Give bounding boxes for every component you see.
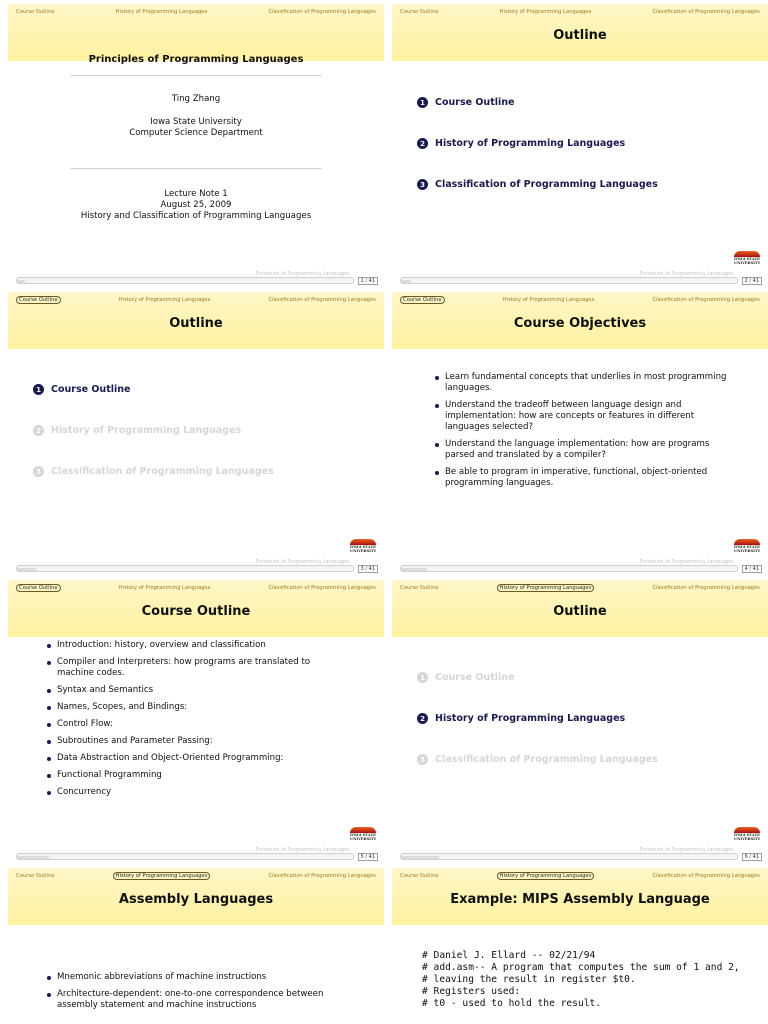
nav-course-outline[interactable]: Course Outline [400, 9, 439, 15]
institution: Iowa State University [150, 117, 242, 127]
list-item: Introduction: history, overview and classification [46, 640, 346, 651]
outline-label: History of Programming Languages [435, 713, 626, 724]
list-item: Functional Programming [46, 770, 346, 781]
nav-classification[interactable]: Classification of Programming Languages [268, 585, 376, 591]
footer-title: Principles of Programming Languages [639, 559, 734, 565]
outline-label: Course Outline [435, 97, 515, 108]
number-badge: 3 [33, 466, 44, 477]
nav-classification[interactable]: Classification of Programming Languages [652, 9, 760, 15]
progress-bar[interactable] [16, 277, 354, 284]
progress-knob[interactable] [401, 856, 439, 859]
progress-knob[interactable] [17, 856, 49, 859]
nav-history[interactable]: History of Programming Languages [115, 9, 208, 15]
slide-2 [392, 4, 768, 287]
slide-nav [8, 580, 384, 596]
slide-3 [8, 292, 384, 575]
page-number: 4 / 41 [742, 565, 762, 573]
outline-label: Course Outline [435, 672, 515, 683]
page-number: 2 / 41 [742, 277, 762, 285]
list-item: Understand the language implementation: how are programs parsed and translated by a compiler? [434, 439, 734, 461]
outline-label: History of Programming Languages [435, 138, 626, 149]
page-number: 1 / 41 [358, 277, 378, 285]
slide-nav [392, 868, 768, 884]
number-badge: 1 [417, 97, 428, 108]
university-logo: IOWA STATE UNIVERSITY [350, 827, 376, 841]
page-number: 3 / 41 [358, 565, 378, 573]
slide-title: Outline [553, 28, 607, 43]
list-item: Understand the tradeoff between language design and implementation: how are concepts or features in different languages selected? [434, 400, 734, 433]
progress-knob[interactable] [17, 280, 25, 283]
assembly-list [46, 972, 346, 1017]
nav-course-outline[interactable]: Course Outline [400, 296, 445, 304]
slide-title: Course Objectives [513, 316, 647, 331]
slide-7 [8, 868, 384, 1024]
number-badge: 2 [417, 713, 428, 724]
slide-title: Principles of Programming Languages [88, 54, 304, 65]
progress-bar[interactable] [16, 853, 354, 860]
nav-course-outline[interactable]: Course Outline [16, 584, 61, 592]
slide-nav [8, 868, 384, 884]
lecture-note: Lecture Note 1 [164, 189, 228, 199]
outline-item-3[interactable] [33, 466, 274, 477]
number-badge: 3 [417, 179, 428, 190]
slide-footer [8, 849, 384, 863]
outline-item-2[interactable] [417, 138, 625, 149]
nav-history[interactable]: History of Programming Languages [497, 584, 595, 592]
number-badge: 2 [33, 425, 44, 436]
slide-nav [392, 292, 768, 308]
outline-label: Classification of Programming Languages [435, 179, 658, 190]
footer-title: Principles of Programming Languages [255, 559, 350, 565]
slide-6 [392, 580, 768, 863]
footer-title: Principles of Programming Languages [639, 271, 734, 277]
slide-title: Outline [169, 316, 223, 331]
list-item: Compiler and Interpreters: how programs are translated to machine codes. [46, 657, 346, 679]
outline-item-3[interactable] [417, 179, 658, 190]
slide-nav [392, 580, 768, 596]
slide-footer [392, 849, 768, 863]
divider [70, 168, 322, 169]
slide-footer [392, 561, 768, 575]
slide-title: Course Outline [141, 604, 251, 619]
lecture-topic: History and Classification of Programming Languages [80, 211, 312, 221]
list-item: Mnemonic abbreviations of machine instructions [46, 972, 346, 983]
list-item: Concurrency [46, 787, 346, 798]
slide-1 [8, 4, 384, 287]
nav-course-outline[interactable]: Course Outline [16, 873, 55, 879]
nav-history[interactable]: History of Programming Languages [497, 872, 595, 880]
number-badge: 1 [33, 384, 44, 395]
nav-classification[interactable]: Classification of Programming Languages [652, 297, 760, 303]
progress-bar[interactable] [400, 277, 738, 284]
nav-course-outline[interactable]: Course Outline [16, 9, 55, 15]
footer-title: Principles of Programming Languages [255, 271, 350, 277]
department: Computer Science Department [129, 128, 263, 138]
slide-footer [8, 561, 384, 575]
number-badge: 1 [417, 672, 428, 683]
author: Ting Zhang [171, 94, 221, 104]
slide-nav [8, 292, 384, 308]
outline-label: Course Outline [51, 384, 131, 395]
progress-knob[interactable] [401, 568, 427, 571]
nav-history[interactable]: History of Programming Languages [113, 872, 211, 880]
page-number: 6 / 41 [742, 853, 762, 861]
objectives-list [434, 372, 734, 495]
progress-bar[interactable] [400, 853, 738, 860]
number-badge: 2 [417, 138, 428, 149]
nav-history[interactable]: History of Programming Languages [499, 9, 592, 15]
list-item: Control Flow: [46, 719, 346, 730]
slide-5 [8, 580, 384, 863]
nav-course-outline[interactable]: Course Outline [400, 585, 439, 591]
nav-classification[interactable]: Classification of Programming Languages [268, 9, 376, 15]
list-item: Be able to program in imperative, functional, object-oriented programming languages. [434, 467, 734, 489]
nav-classification[interactable]: Classification of Programming Languages [652, 585, 760, 591]
progress-bar[interactable] [16, 565, 354, 572]
nav-classification[interactable]: Classification of Programming Languages [652, 873, 760, 879]
divider [70, 75, 322, 76]
outline-label: Classification of Programming Languages [435, 754, 658, 765]
slide-nav [392, 4, 768, 20]
nav-history[interactable]: History of Programming Languages [118, 297, 211, 303]
outline-item-1[interactable] [417, 672, 514, 683]
outline-item-1[interactable] [417, 97, 514, 108]
list-item: Subroutines and Parameter Passing: [46, 736, 346, 747]
list-item: Names, Scopes, and Bindings: [46, 702, 346, 713]
slide-title: Example: MIPS Assembly Language [450, 892, 710, 907]
footer-title: Principles of Programming Languages [255, 847, 350, 853]
list-item: Learn fundamental concepts that underlies in most programming languages. [434, 372, 734, 394]
slide-title: Outline [553, 604, 607, 619]
nav-history[interactable]: History of Programming Languages [502, 297, 595, 303]
slide-title: Assembly Languages [118, 892, 274, 907]
university-logo: IOWA STATE UNIVERSITY [734, 827, 760, 841]
slide-footer [392, 273, 768, 287]
university-logo: IOWA STATE UNIVERSITY [734, 539, 760, 553]
code-block: # Daniel J. Ellard -- 02/21/94 # add.asm-- A program that computes the sum of 1 and 2, # leaving the result in register $t0. # Registers used: # t0 - used to hold the result. [422, 950, 740, 1009]
outline-label: History of Programming Languages [51, 425, 242, 436]
nav-classification[interactable]: Classification of Programming Languages [268, 297, 376, 303]
list-item: Architecture-dependent: one-to-one correspondence between assembly statement and machine instructions [46, 989, 346, 1011]
list-item: Syntax and Semantics [46, 685, 346, 696]
nav-history[interactable]: History of Programming Languages [118, 585, 211, 591]
slide-footer [8, 273, 384, 287]
nav-course-outline[interactable]: Course Outline [400, 873, 439, 879]
slide-4 [392, 292, 768, 575]
list-item: Data Abstraction and Object-Oriented Programming: [46, 753, 346, 764]
progress-knob[interactable] [17, 568, 37, 571]
nav-classification[interactable]: Classification of Programming Languages [268, 873, 376, 879]
outline-item-2[interactable] [417, 713, 625, 724]
outline-item-2[interactable] [33, 425, 241, 436]
progress-bar[interactable] [400, 565, 738, 572]
slide-nav [8, 4, 384, 20]
university-logo: IOWA STATE UNIVERSITY [350, 539, 376, 553]
nav-course-outline[interactable]: Course Outline [16, 296, 61, 304]
slide-8 [392, 868, 768, 1024]
outline-label: Classification of Programming Languages [51, 466, 274, 477]
page-number: 5 / 41 [358, 853, 378, 861]
footer-title: Principles of Programming Languages [639, 847, 734, 853]
lecture-date: August 25, 2009 [160, 200, 232, 210]
university-logo: IOWA STATE UNIVERSITY [734, 251, 760, 265]
outline-item-1[interactable] [33, 384, 130, 395]
progress-knob[interactable] [401, 280, 411, 283]
course-outline-list [46, 640, 346, 804]
outline-item-3[interactable] [417, 754, 658, 765]
number-badge: 3 [417, 754, 428, 765]
